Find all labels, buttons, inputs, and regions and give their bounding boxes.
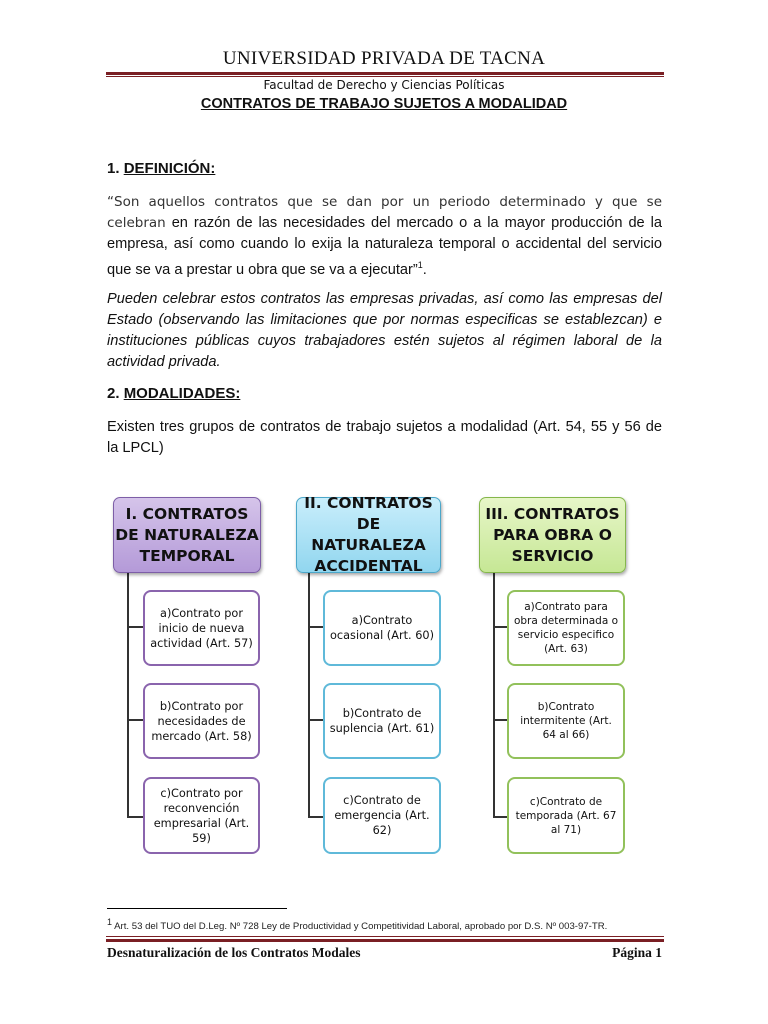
group-3-item-c — [507, 777, 625, 854]
faculty-name: Facultad de Derecho y Ciencias Políticas — [263, 78, 505, 92]
group-1-title: I. CONTRATOS DE NATURALEZA TEMPORAL — [115, 504, 259, 565]
connector-branch — [127, 626, 144, 628]
definition-end: . — [422, 261, 427, 278]
section-1-number: 1. — [107, 160, 120, 177]
connector-group-2 — [308, 571, 310, 818]
connector-branch — [493, 626, 508, 628]
item-label: b)Contrato intermitente (Art. 64 al 66) — [520, 701, 612, 741]
group-2-item-b — [323, 683, 441, 759]
connector-branch — [493, 816, 508, 818]
footnote-ref: 1 — [417, 260, 423, 270]
connector-branch — [308, 816, 324, 818]
connector-branch — [127, 816, 144, 818]
group-1-item-b — [143, 683, 260, 759]
group-1-item-a — [143, 590, 260, 666]
connector-branch — [493, 719, 508, 721]
group-2-title-box — [296, 494, 441, 575]
header-rule-thin — [106, 76, 664, 77]
footnote — [107, 917, 607, 932]
footer-rule-thin — [106, 936, 664, 937]
page-number: Página 1 — [612, 945, 662, 960]
footer-rule — [106, 939, 664, 942]
connector-group-3 — [493, 571, 495, 818]
section-1-heading — [107, 160, 215, 177]
header-rule — [106, 72, 664, 75]
item-label: c)Contrato por reconvención empresarial (Art. 59) — [153, 786, 250, 845]
connector-branch — [308, 719, 324, 721]
item-label: c)Contrato de emergencia (Art. 62) — [334, 794, 430, 837]
modalities-paragraph: Existen tres grupos de contratos de trabajo sujetos a modalidad (Art. 54, 55 y 56 de la LPCL) — [107, 419, 662, 456]
footnote-text: Art. 53 del TUO del D.Leg. Nº 728 Ley de Productividad y Competitividad Laboral, aprobado por D.S. Nº 003-97-TR. — [112, 921, 608, 933]
footer-title: Desnaturalización de los Contratos Modales — [107, 945, 361, 960]
group-2-item-c — [323, 777, 441, 854]
connector-group-1 — [127, 571, 129, 818]
footnote-number: 1 — [107, 917, 113, 927]
definition-first-line: “Son aquellos contratos que se dan por un periodo determinado y que se celebran — [107, 194, 662, 231]
connector-branch — [308, 626, 324, 628]
section-2-title: MODALIDADES: — [123, 385, 241, 402]
group-1-title-box — [113, 497, 261, 573]
group-3-title-box — [479, 497, 626, 573]
connector-branch — [127, 719, 144, 721]
item-label: b)Contrato de suplencia (Art. 61) — [329, 707, 435, 735]
item-label: c)Contrato de temporada (Art. 67 al 71) — [515, 795, 617, 836]
item-label: a)Contrato para obra determinada o servicio especifico (Art. 63) — [513, 601, 619, 655]
document-title: CONTRATOS DE TRABAJO SUJETOS A MODALIDAD — [200, 96, 568, 112]
footnote-separator — [107, 908, 287, 909]
item-label: b)Contrato por necesidades de mercado (Art. 58) — [151, 699, 252, 743]
section-2-number: 2. — [107, 385, 120, 402]
section-1-title: DEFINICIÓN: — [123, 160, 216, 177]
group-1-item-c — [143, 777, 260, 854]
section-2-heading — [107, 385, 240, 402]
definition-paragraph — [107, 192, 662, 281]
group-2-item-a — [323, 590, 441, 666]
group-2-title: II. CONTRATOS DE NATURALEZA ACCIDENTAL — [304, 494, 433, 575]
group-3-item-a — [507, 590, 625, 666]
item-label: a)Contrato por inicio de nueva actividad (Art. 57) — [150, 606, 253, 650]
item-label: a)Contrato ocasional (Art. 60) — [330, 614, 434, 642]
employers-paragraph: Pueden celebrar estos contratos las empresas privadas, así como las empresas del Estado (observando las limitaciones que por normas especificas se establezcan) e instituciones públicas cuyos trabajadores estén sujetos al régimen laboral de la actividad privada. — [107, 291, 662, 370]
group-3-title: III. CONTRATOS PARA OBRA O SERVICIO — [485, 504, 620, 565]
definition-rest: en razón de las necesidades del mercado o a la mayor producción de la empresa, así como cuando lo exija la naturaleza temporal o accidental del servicio que se va a prestar u obra que se va a ejecutar” — [107, 215, 662, 278]
university-title: UNIVERSIDAD PRIVADA DE TACNA — [222, 48, 546, 69]
group-3-item-b — [507, 683, 625, 759]
